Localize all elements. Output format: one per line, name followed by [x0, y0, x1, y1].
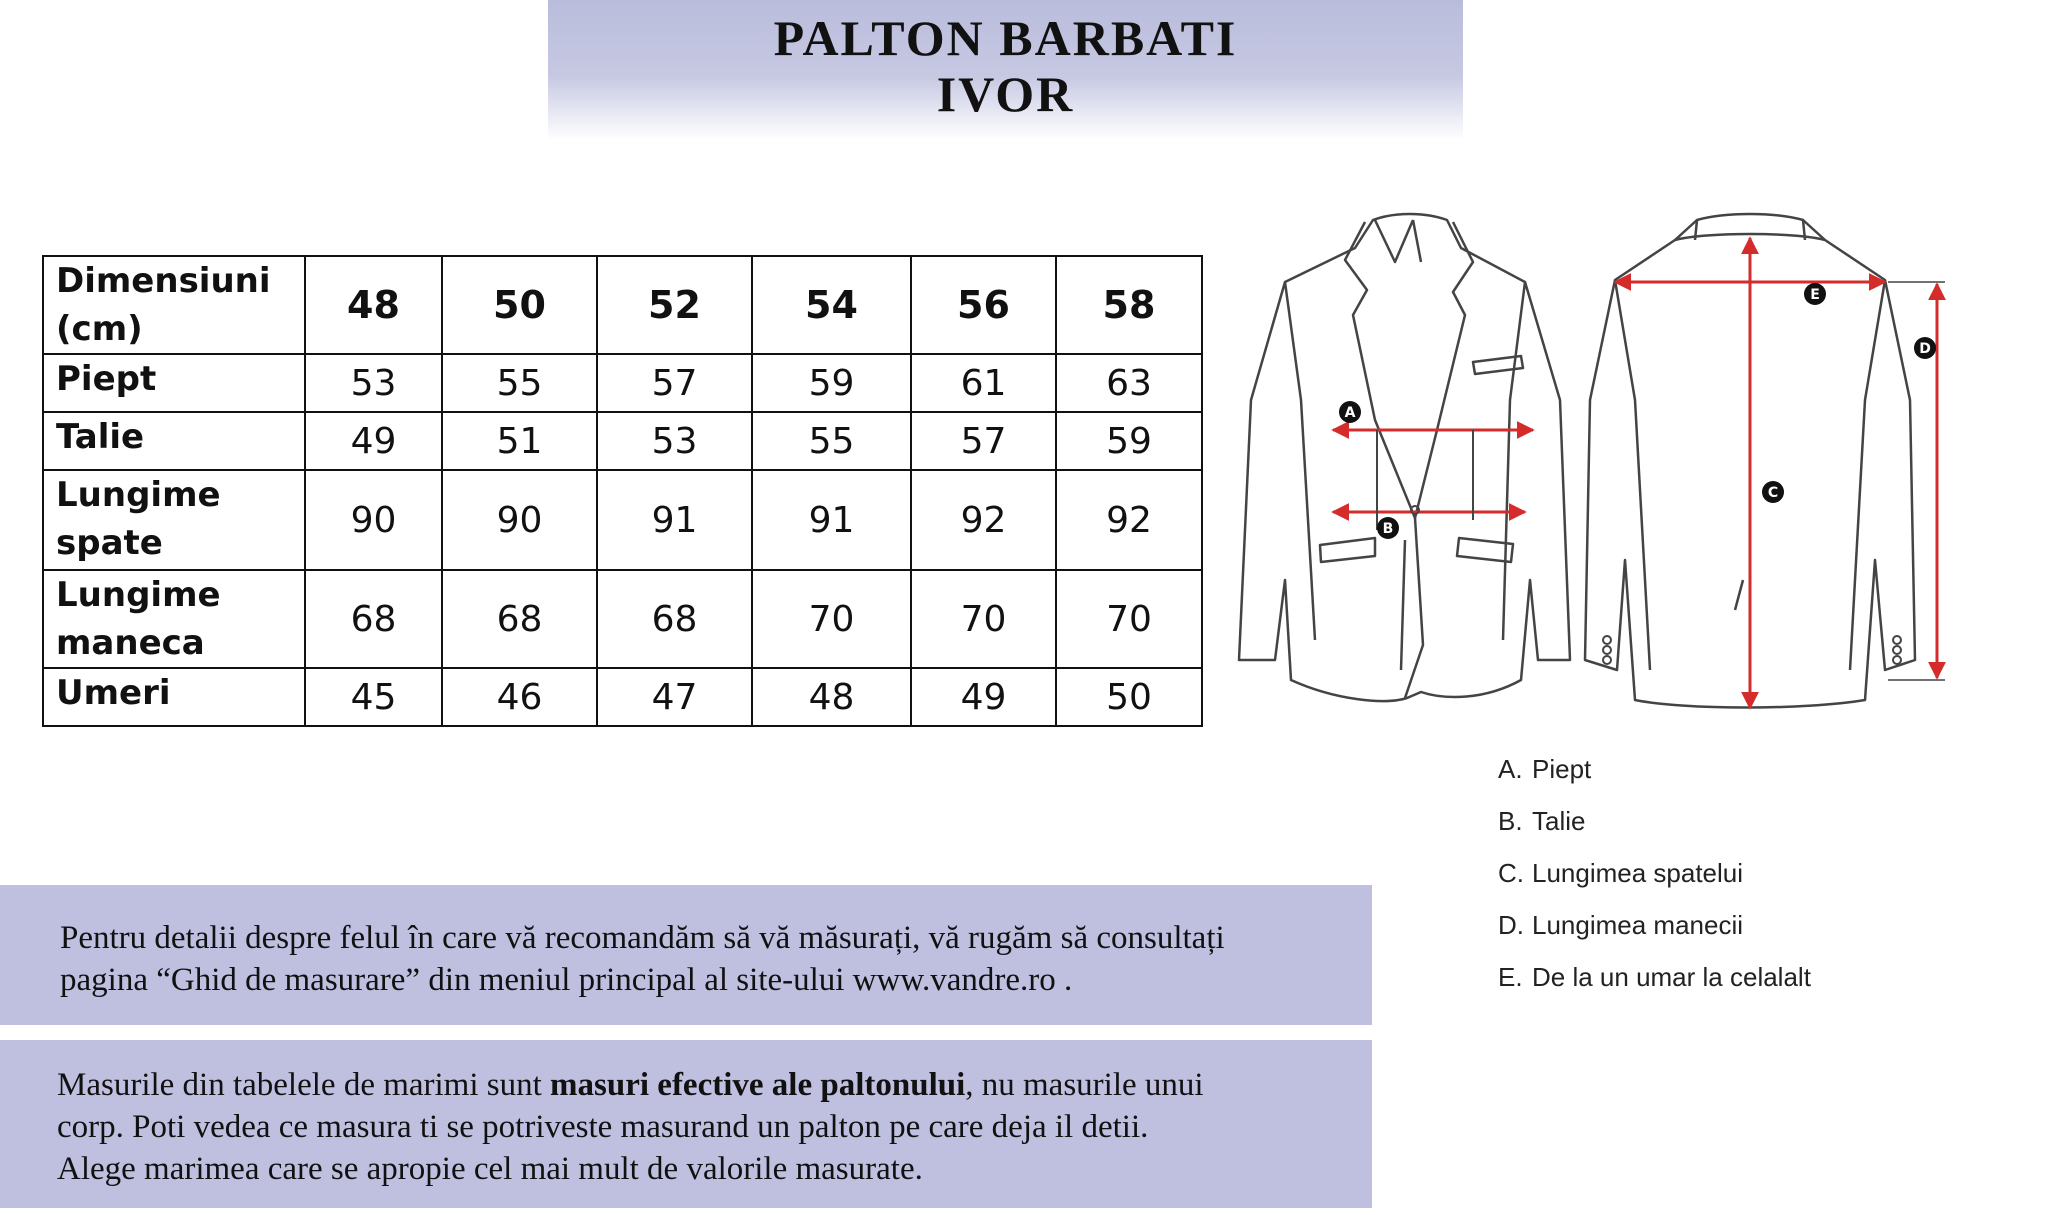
row-label: Umeri	[43, 668, 305, 726]
table-cell: 70	[1056, 570, 1202, 668]
size-header-50: 50	[442, 256, 597, 354]
table-cell: 55	[752, 412, 911, 470]
table-cell: 59	[752, 354, 911, 412]
sleeve-buttons-right	[1893, 636, 1901, 664]
table-cell: 68	[442, 570, 597, 668]
table-cell: 45	[305, 668, 442, 726]
table-cell: 68	[597, 570, 752, 668]
svg-text:D: D	[1919, 341, 1931, 357]
table-cell: 47	[597, 668, 752, 726]
svg-text:C: C	[1767, 485, 1779, 501]
size-header-58: 58	[1056, 256, 1202, 354]
table-cell: 92	[911, 470, 1056, 570]
table-cell: 59	[1056, 412, 1202, 470]
size-header-56: 56	[911, 256, 1056, 354]
table-cell: 49	[305, 412, 442, 470]
table-cell: 53	[305, 354, 442, 412]
notice-line: pagina “Ghid de masurare” din meniul principal al site-ului www.vandre.ro .	[60, 962, 1073, 998]
header-label-cell	[43, 256, 305, 354]
table-row-lungime-spate	[43, 470, 1202, 570]
marker-e	[1804, 283, 1826, 305]
table-cell: 48	[752, 668, 911, 726]
header-label-line: Dimensiuni	[56, 261, 271, 301]
size-header-48: 48	[305, 256, 442, 354]
measurement-guide-notice	[0, 885, 1372, 1025]
garment-measures-notice	[0, 1040, 1372, 1208]
sleeve-buttons-left	[1603, 636, 1611, 664]
table-cell: 91	[752, 470, 911, 570]
table-cell: 61	[911, 354, 1056, 412]
table-cell: 49	[911, 668, 1056, 726]
table-cell: 92	[1056, 470, 1202, 570]
table-cell: 57	[597, 354, 752, 412]
size-table	[42, 255, 1203, 727]
legend-item-d: D. Lungimea manecii	[1498, 910, 1744, 940]
title-line-1: PALTON BARBATI	[773, 10, 1238, 66]
table-cell: 70	[911, 570, 1056, 668]
front-jacket-drawing	[1239, 214, 1570, 701]
svg-text:E: E	[1810, 287, 1820, 303]
row-label-line: Lungime	[56, 575, 221, 615]
header-label-line: (cm)	[56, 309, 143, 349]
marker-d	[1914, 337, 1936, 359]
row-label: Talie	[43, 412, 305, 470]
table-cell: 91	[597, 470, 752, 570]
marker-c	[1762, 481, 1784, 503]
notice-line: Masurile din tabelele de marimi sunt masuri efective ale paltonului, nu masurile unui	[57, 1067, 1204, 1103]
legend-item-c: C. Lungimea spatelui	[1498, 858, 1744, 888]
table-row-lungime-maneca	[43, 570, 1202, 668]
svg-text:B: B	[1382, 521, 1394, 537]
size-table-header-row	[43, 256, 1202, 354]
table-cell: 51	[442, 412, 597, 470]
table-cell: 46	[442, 668, 597, 726]
legend-item-a: A. Piept	[1498, 754, 1592, 784]
row-label-line: Lungime	[56, 475, 221, 515]
table-cell: 90	[305, 470, 442, 570]
table-cell: 50	[1056, 668, 1202, 726]
notice-bold-phrase: masuri efective ale paltonului	[550, 1067, 966, 1103]
title-banner	[548, 0, 1463, 140]
row-label-line: spate	[56, 523, 163, 563]
coat-measurement-diagram	[1225, 200, 2048, 720]
title-line-2: IVOR	[936, 66, 1075, 122]
table-cell: 53	[597, 412, 752, 470]
table-row-umeri	[43, 668, 1202, 726]
legend-item-e: E. De la un umar la celalalt	[1498, 962, 1811, 992]
marker-a	[1339, 401, 1361, 423]
table-cell: 55	[442, 354, 597, 412]
notice-line: Alege marimea care se apropie cel mai mult de valorile masurate.	[57, 1151, 923, 1187]
row-label: Piept	[43, 354, 305, 412]
table-row-talie	[43, 412, 1202, 470]
marker-b	[1377, 517, 1399, 539]
row-label	[43, 570, 305, 668]
size-header-54: 54	[752, 256, 911, 354]
table-cell: 68	[305, 570, 442, 668]
table-cell: 90	[442, 470, 597, 570]
table-cell: 57	[911, 412, 1056, 470]
size-header-52: 52	[597, 256, 752, 354]
legend-item-b: B. Talie	[1498, 806, 1586, 836]
row-label-line: maneca	[56, 623, 205, 663]
table-row-piept	[43, 354, 1202, 412]
notice-line: Pentru detalii despre felul în care vă recomandăm să vă măsurați, vă rugăm să consultați	[60, 920, 1225, 956]
table-cell: 63	[1056, 354, 1202, 412]
row-label	[43, 470, 305, 570]
notice-line: corp. Poti vedea ce masura ti se potriveste masurand un palton pe care deja il detii.	[57, 1109, 1149, 1145]
table-cell: 70	[752, 570, 911, 668]
measurement-legend	[1498, 748, 1811, 1008]
svg-text:A: A	[1344, 405, 1356, 421]
